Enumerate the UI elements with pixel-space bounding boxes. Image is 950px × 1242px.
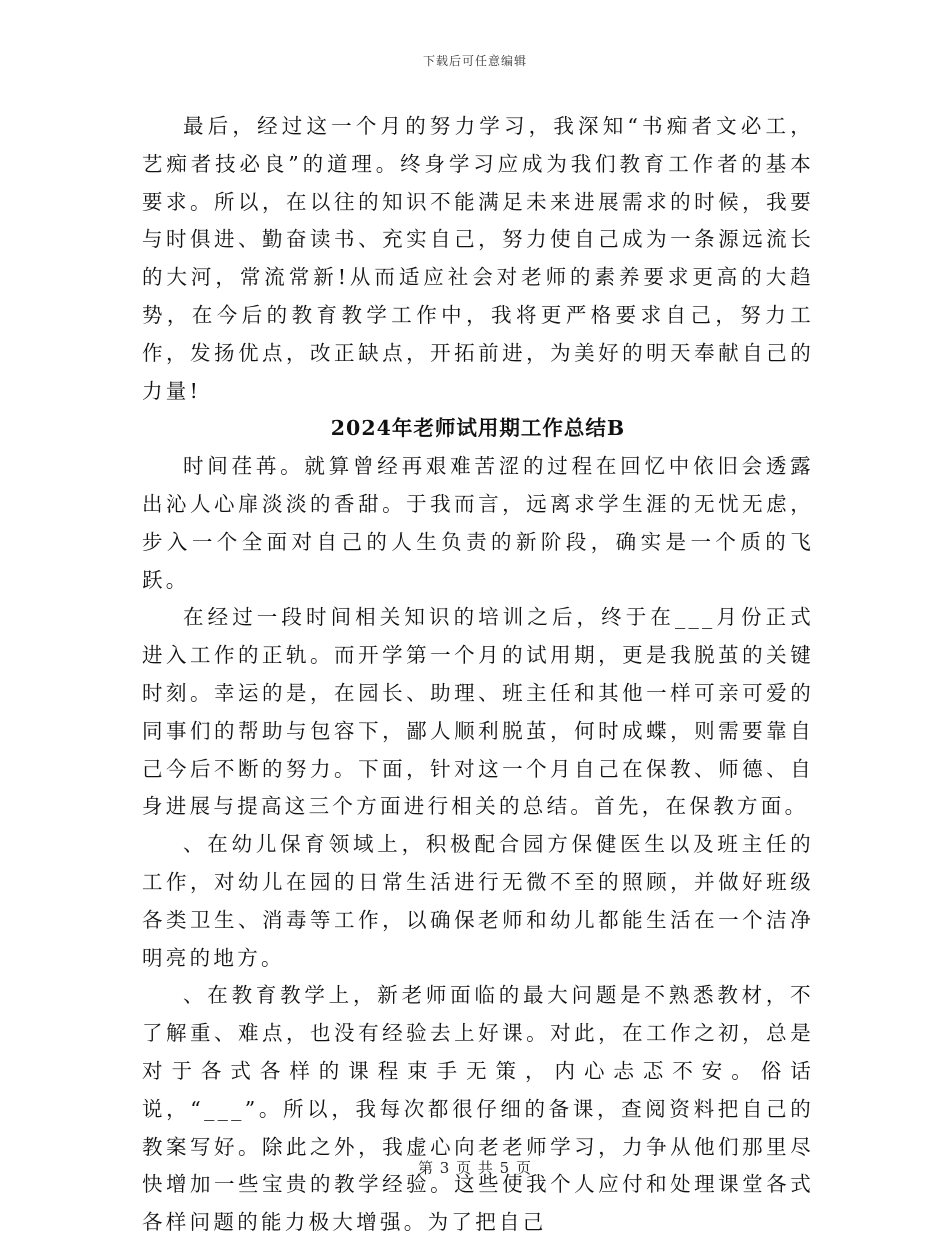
section-title: 2024年老师试用期工作总结B: [330, 416, 626, 441]
page-footer: 第 3 页 共 5 页: [418, 1159, 532, 1177]
page-header: 下载后可任意编辑: [422, 54, 527, 68]
paragraph-conclusion: 最后，经过这一个月的努力学习，我深知“书痴者文必工，艺痴者技必良”的道理。终身学习应成为我们教育工作者的基本要求。所以，在以往的知识不能满足未来进展需求的时候，我要与时俱进、勤奋读书、充实自己，努力使自己成为一条源远流长的大河，常流常新!从而适应社会对老师的素养要求更高的大趋势，在今后的教育教学工作中，我将更严格要求自己，努力工作，发扬优点，改正缺点，开拓前进，为美好的明天奉献自己的力量!: [142, 114, 814, 403]
paragraph-intro: 时间荏苒。就算曾经再艰难苦涩的过程在回忆中依旧会透露出沁人心扉淡淡的香甜。于我而言，远离求学生涯的无忧无虑，步入一个全面对自己的人生负责的新阶段，确实是一个质的飞跃。: [142, 454, 814, 592]
paragraph-training: 在经过一段时间相关知识的培训之后，终于在___月份正式进入工作的正轨。而开学第一个月的试用期，更是我脱茧的关键时刻。幸运的是，在园长、助理、班主任和其他一样可亲可爱的同事们的帮助与包容下，鄙人顺利脱茧，何时成蝶，则需要靠自己今后不断的努力。下面，针对这一个月自己在保教、师德、自身进展与提高这三个方面进行相关的总结。首先，在保教方面。: [142, 605, 814, 819]
paragraph-teaching: 、在教育教学上，新老师面临的最大问题是不熟悉教材，不了解重、难点，也没有经验去上好课。对此，在工作之初，总是对于各式各样的课程束手无策，内心忐忑不安。俗话说，“___”。所以，我每次都很仔细的备课，查阅资料把自己的教案写好。除此之外，我虚心向老老师学习，力争从他们那里尽快增加一些宝贵的教学经验。这些使我个人应付和处理课堂各式各样问题的能力极大增强。为了把自己: [142, 983, 814, 1235]
paragraph-childcare: 、在幼儿保育领域上，积极配合园方保健医生以及班主任的工作，对幼儿在园的日常生活进行无微不至的照顾，并做好班级各类卫生、消毒等工作，以确保老师和幼儿都能生活在一个洁净明亮的地方。: [142, 832, 814, 970]
document-body: [142, 108, 814, 1242]
